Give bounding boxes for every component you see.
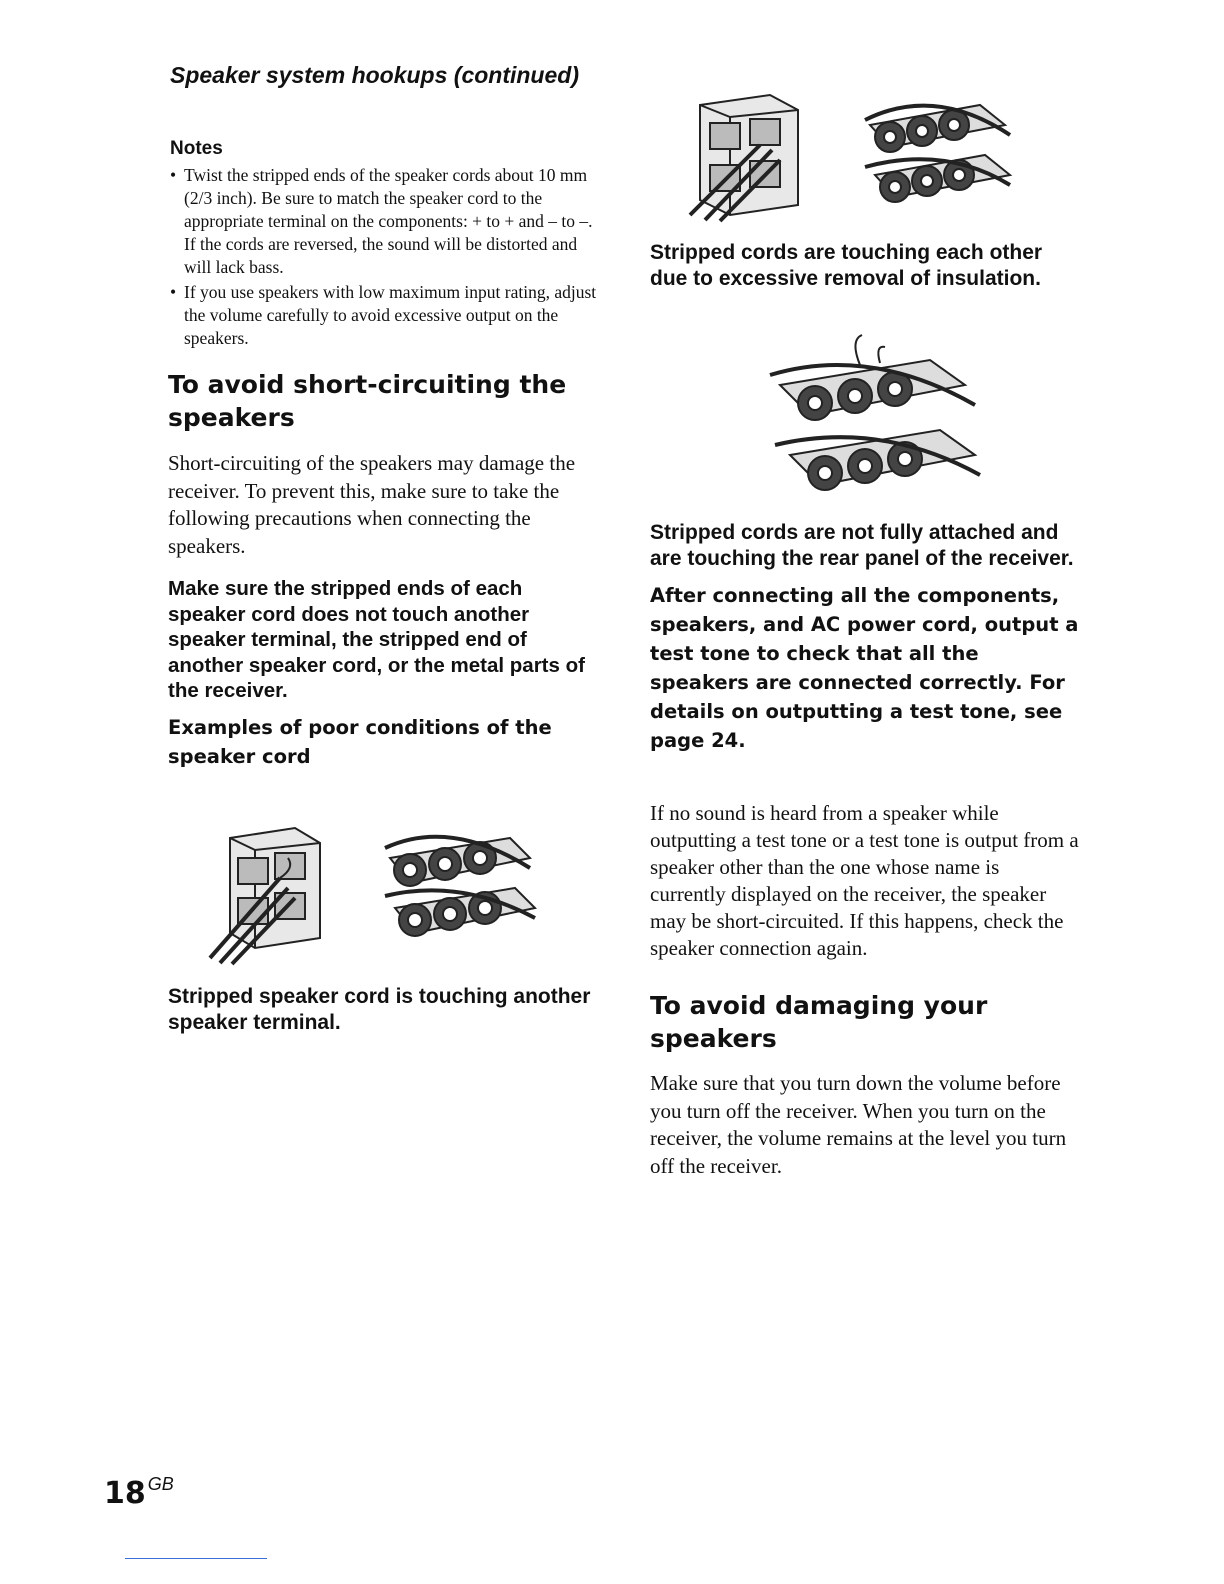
precaution-rule: Make sure the stripped ends of each speaker cord does not touch another speaker terminal, the stripped end of another speaker cord, or the metal parts of the receiver.: [168, 577, 585, 702]
section-header: Speaker system hookups (continued): [170, 62, 579, 88]
block-terminal-illustration: [210, 828, 320, 964]
examples-heading: Examples of poor conditions of the speaker cord: [168, 716, 552, 768]
page-suffix: GB: [147, 1474, 174, 1494]
figure-cords-touching-rear-panel: [750, 325, 1010, 500]
block-terminal-illustration: [690, 95, 798, 221]
figure-cord-touching-terminal: [170, 798, 570, 968]
binding-post-illustration: [385, 837, 535, 936]
notes-list: [170, 164, 600, 352]
note-item: • If you use speakers with low maximum input rating, adjust the volume carefully to avoid excessive output on the speakers.: [170, 281, 600, 350]
damaging-text: Make sure that you turn down the volume before you turn off the receiver. When you turn on the receiver, the volume remains at the level you turn off the receiver.: [650, 1071, 1067, 1178]
caption-cords-touching-each-other: Stripped cords are touching each other due to excessive removal of insulation.: [650, 241, 1043, 290]
figure-cords-touching-each-other: [660, 75, 1040, 225]
short-circuit-heading: To avoid short-circuiting the speakers: [168, 370, 567, 432]
page-number: [104, 1476, 174, 1511]
note-item: • Twist the stripped ends of the speaker cords about 10 mm (2/3 inch). Be sure to match the speaker cord to the appropriate terminal on the components: + to + and – to –. If the cords are reversed, the sound will be distorted and will lack bass.: [170, 164, 600, 279]
caption-cord-touching-terminal: Stripped speaker cord is touching another speaker terminal.: [168, 985, 591, 1034]
notes-title: Notes: [170, 138, 223, 159]
footer-rule: [125, 1558, 267, 1559]
damaging-heading: To avoid damaging your speakers: [650, 991, 988, 1053]
after-connecting-instruction: After connecting all the components, speakers, and AC power cord, output a test tone to check that all the speakers are connected correctly. For details on outputting a test tone, see page 24.: [650, 584, 1079, 752]
short-circuit-intro: Short-circuiting of the speakers may damage the receiver. To prevent this, make sure to take the following precautions when connecting the speakers.: [168, 451, 576, 558]
caption-cords-touching-rear-panel: Stripped cords are not fully attached and are touching the rear panel of the receiver.: [650, 521, 1074, 570]
binding-post-illustration: [865, 105, 1010, 202]
binding-post-illustration: [770, 335, 980, 490]
no-sound-paragraph: If no sound is heard from a speaker while outputting a test tone or a test tone is output from a speaker other than the one whose name is currently displayed on the receiver, the speaker may be short-circuited. If this happens, check the speaker connection again.: [650, 801, 1079, 960]
page-number-value: 18: [104, 1476, 146, 1511]
